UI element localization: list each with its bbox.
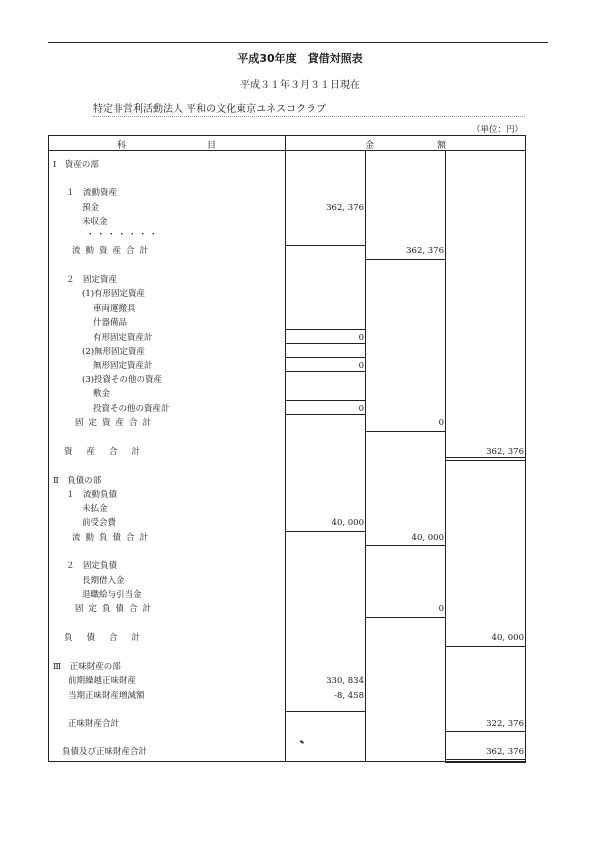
ellipsis-row: ・・・・・・・	[86, 230, 160, 240]
rule	[365, 431, 445, 432]
current-liabilities-heading: １ 流動負債	[66, 490, 118, 500]
deposit-label: 預金	[82, 203, 100, 213]
investment-heading: (3)投資その他の資産	[82, 375, 163, 385]
rule	[285, 329, 365, 330]
current-assets-total-label: 流動資産合計	[72, 246, 154, 256]
intangible-assets-heading: (2)無形固定資産	[82, 347, 146, 357]
liabilities-net-total-amount: 362, 376	[486, 747, 524, 757]
retirement-allowance-label: 退職給与引当金	[82, 590, 142, 600]
investment-total-label: 投資その他の資産計	[93, 404, 170, 414]
fixed-liabilities-total-label: 固定負債合計	[75, 604, 157, 614]
current-liabilities-total-label: 流動負債合計	[72, 533, 154, 543]
prepaid-dues-label: 前受会費	[82, 518, 117, 528]
column-divider-subject	[285, 135, 286, 762]
rule	[445, 731, 526, 732]
section-net-assets: Ⅲ 正味財産の部	[53, 662, 121, 672]
current-liabilities-total-amount: 40, 000	[411, 533, 444, 543]
rule	[285, 245, 365, 246]
prior-net-assets-amount: 330, 834	[326, 676, 364, 686]
intangible-total-amount: 0	[358, 361, 364, 371]
org-underline	[93, 116, 525, 117]
liabilities-net-total-label: 負債及び正味財産合計	[62, 747, 148, 757]
rule	[365, 259, 445, 260]
rule	[285, 357, 365, 358]
net-change-amount: -8, 458	[334, 691, 364, 701]
tangible-total-amount: 0	[358, 333, 364, 343]
double-rule	[445, 759, 526, 763]
tangible-assets-heading: (1)有形固定資産	[82, 289, 146, 299]
amount-column-header: 金 額	[364, 141, 446, 151]
rule	[365, 617, 445, 618]
liabilities-total-label: 負債合計	[64, 633, 155, 643]
unit-label: （単位：円）	[471, 125, 523, 135]
fixed-liabilities-total-amount: 0	[438, 604, 444, 614]
prepaid-dues-amount: 40, 000	[331, 518, 364, 528]
net-change-label: 当期正味財産増減額	[68, 691, 145, 701]
prior-net-assets-label: 前期繰越正味財産	[68, 676, 137, 686]
current-assets-total-amount: 362, 376	[406, 246, 444, 256]
current-assets-heading: １ 流動資産	[66, 188, 118, 198]
subject-column-header: 科 目	[116, 141, 216, 151]
rule	[285, 531, 365, 532]
section-liabilities: Ⅱ 負債の部	[53, 476, 102, 486]
receivables-label: 未収金	[82, 217, 108, 227]
top-rule	[48, 42, 548, 43]
fixed-assets-heading: ２ 固定資産	[66, 275, 118, 285]
deposit-amount: 362, 376	[326, 203, 364, 213]
rule	[285, 711, 365, 712]
fixed-assets-total-label: 固定資産合計	[75, 418, 157, 428]
rule	[285, 400, 365, 401]
document-title: 平成30年度 貸借対照表	[237, 52, 363, 65]
net-assets-total-amount: 322, 376	[486, 719, 524, 729]
liabilities-total-amount: 40, 000	[491, 633, 524, 643]
long-term-loans-label: 長期借入金	[82, 576, 125, 586]
fixed-liabilities-heading: ２ 固定負債	[66, 561, 118, 571]
investment-total-amount: 0	[358, 404, 364, 414]
organization-name: 特定非営利活動法人 平和の文化東京ユネスコクラブ	[93, 104, 327, 115]
deposit-guarantee-label: 敷金	[93, 389, 111, 399]
section-assets: Ⅰ 資産の部	[53, 160, 99, 170]
payables-label: 未払金	[82, 504, 108, 514]
fixtures-label: 什器備品	[93, 318, 128, 328]
rule	[365, 545, 445, 546]
fixed-assets-total-amount: 0	[438, 418, 444, 428]
report-date: 平成３１年３月３１日現在	[240, 80, 360, 91]
assets-total-amount: 362, 376	[486, 447, 524, 457]
assets-total-label: 資産合計	[64, 447, 155, 457]
net-assets-total-label: 正味財産合計	[68, 719, 120, 729]
intangible-total-label: 無形固定資産計	[93, 361, 153, 371]
vehicles-label: 車両運搬具	[93, 304, 136, 314]
rule	[445, 646, 526, 647]
column-divider-amount1	[365, 150, 366, 762]
tangible-total-label: 有形固定資産計	[93, 333, 153, 343]
